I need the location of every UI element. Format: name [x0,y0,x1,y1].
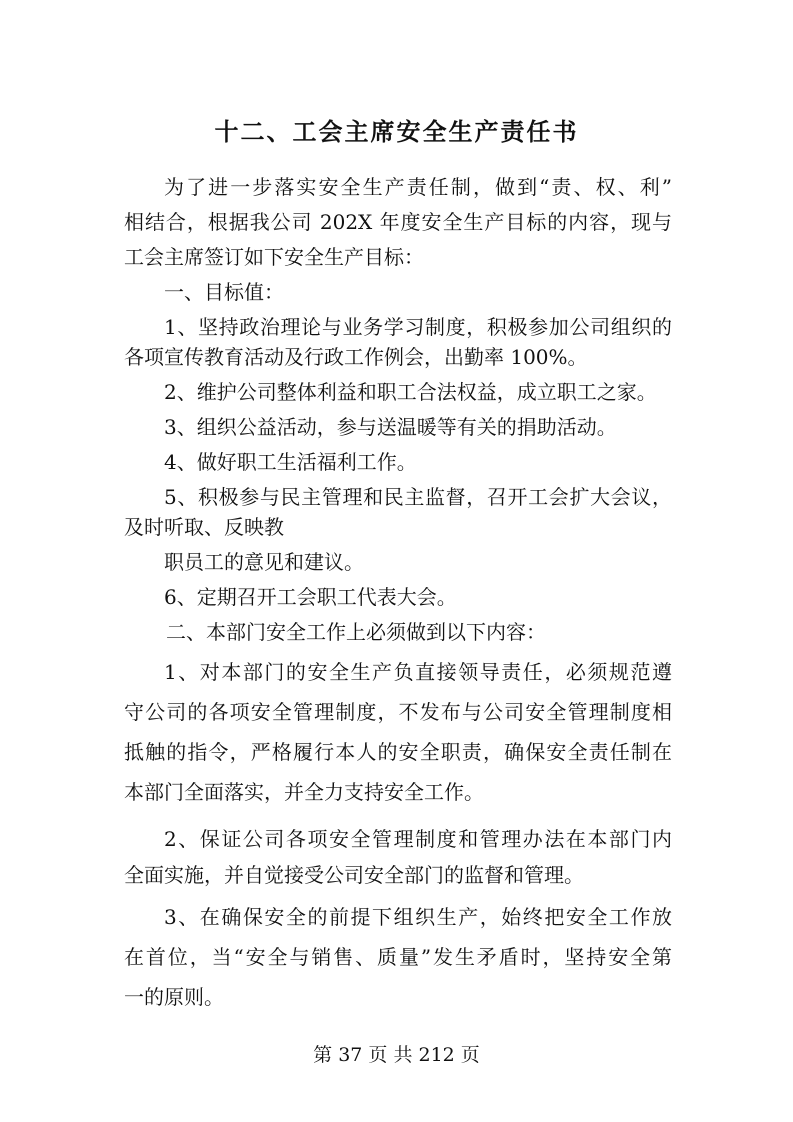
section-1-line: 职员工的意见和建议。 [164,550,364,574]
page-title: 十二、工会主席安全生产责任书 [214,117,579,146]
section-1-line: 及时听取、反映教 [124,515,284,539]
section-1-line: 6、定期召开工会职工代表大会。 [164,585,457,609]
section-1-line: 2、维护公司整体利益和职工合法权益，成立职工之家。 [164,380,657,404]
section-2-line: 本部门全面落实，并全力支持安全工作。 [124,780,484,804]
section-1-line: 5、积极参与民主管理和民主监督，召开工会扩大会议， [164,485,672,509]
section-2-heading: 二、本部门安全工作上必须做到以下内容： [166,620,546,644]
intro-line-3: 工会主席签订如下安全生产目标： [124,245,424,269]
intro-line-2: 相结合，根据我公司 202X 年度安全生产目标的内容，现与 [124,210,672,234]
section-1-line: 4、做好职工生活福利工作。 [164,450,417,474]
section-1-line: 1、坚持政治理论与业务学习制度，积极参加公司组织的 [164,315,672,339]
section-1-line: 3、组织公益活动，参与送温暖等有关的捐助活动。 [164,415,617,439]
section-2-line: 抵触的指令，严格履行本人的安全职责，确保安全责任制在 [124,740,672,764]
intro-line-1: 为了进一步落实安全生产责任制，做到“责、权、利” [164,175,672,199]
section-2-line: 一的原则。 [124,985,224,1009]
section-2-line: 2、保证公司各项安全管理制度和管理办法在本部门内 [164,827,672,851]
section-2-line: 全面实施，并自觉接受公司安全部门的监督和管理。 [124,863,584,887]
section-2-line: 在首位，当“安全与销售、质量”发生矛盾时，坚持安全第 [124,945,672,969]
section-2-line: 守公司的各项安全管理制度，不发布与公司安全管理制度相 [124,700,672,724]
section-2-line: 3、在确保安全的前提下组织生产，始终把安全工作放 [164,905,672,929]
section-1-heading: 一、目标值： [164,280,284,304]
section-2-line: 1、对本部门的安全生产负直接领导责任，必须规范遵 [164,660,672,684]
page-number-footer: 第 37 页 共 212 页 [313,1044,480,1066]
section-1-line: 各项宣传教育活动及行政工作例会，出勤率 100%。 [124,345,588,369]
